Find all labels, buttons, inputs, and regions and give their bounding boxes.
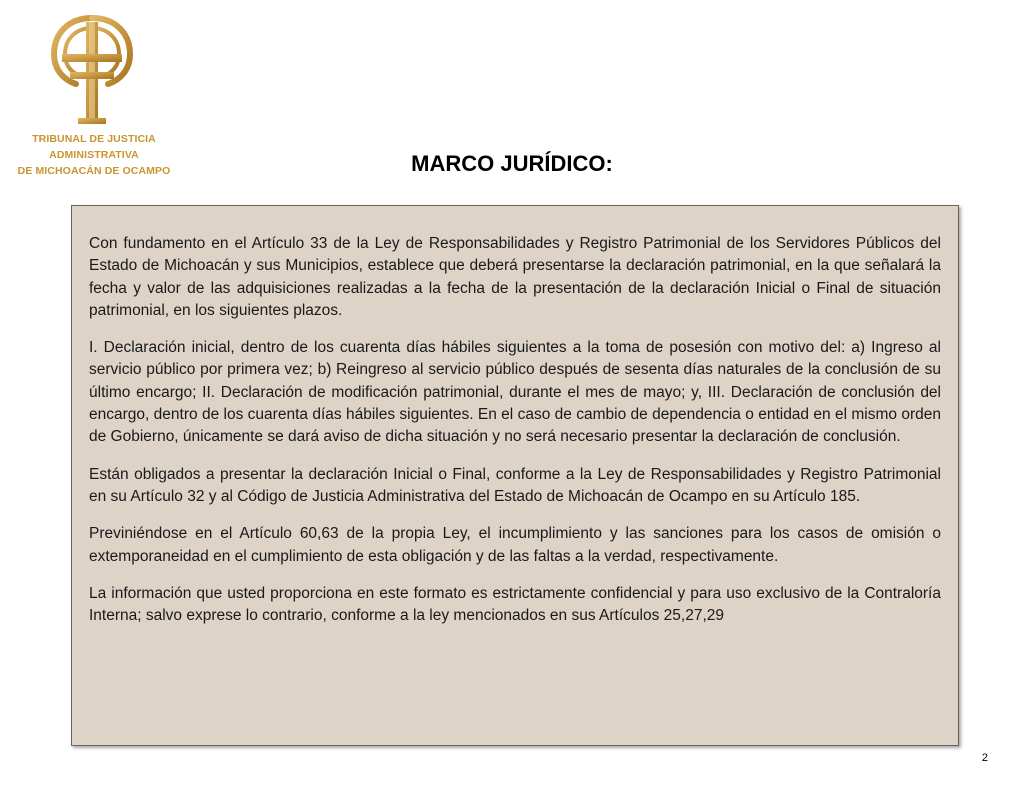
paragraph-sanctions: Previniéndose en el Artículo 60,63 de la propia Ley, el incumplimiento y las sanciones para los casos de omisión o extemporaneidad en el cumplimiento de esta obligación y de las faltas a la verdad, respectivamente. — [89, 525, 941, 565]
paragraph-article-33: Con fundamento en el Artículo 33 de la Ley de Responsabilidades y Registro Patrimonial de los Servidores Públicos del Estado de Michoacán y sus Municipios, establece que deberá presentarse la declaración patrimonial, en la que señalará la fecha y valor de las adquisiciones realizadas a la fecha de la presentación de la declaración Inicial o Final de situación patrimonial, en los siguientes plazos. — [89, 235, 941, 319]
page-number: 2 — [981, 752, 988, 764]
org-line-2: ADMINISTRATIVA — [49, 149, 139, 161]
page-title-text: MARCO JURÍDICO: — [411, 151, 613, 176]
paragraph-confidentiality: La información que usted proporciona en este formato es estrictamente confidencial y para uso exclusivo de la Contraloría Interna; salvo exprese lo contrario, conforme a la ley mencionados en sus Artículos 25,27,29 — [89, 584, 941, 625]
org-line-3: DE MICHOACÁN DE OCAMPO — [17, 165, 171, 177]
paragraph-declaration-deadlines: I. Declaración inicial, dentro de los cuarenta días hábiles siguientes a la toma de posesión con motivo del: a) Ingreso al servicio público por primera vez; b) Reingreso al servicio público después de sesenta días naturales de la conclusión de su último encargo; II. Declaración de modificación patrimonial, durante el mes de mayo; y, III. Declaración de conclusión del encargo, dentro de los cuarenta días hábiles siguientes. En el caso de cambio de dependencia o entidad en el mismo orden de Gobierno, únicamente se dará aviso de dicha situación y no será necesario presentar la declaración de conclusión. — [89, 339, 941, 446]
page-title — [0, 150, 1024, 178]
legal-framework-box — [71, 205, 959, 746]
org-line-1: TRIBUNAL DE JUSTICIA — [32, 133, 156, 145]
tribunal-emblem-icon — [48, 14, 136, 126]
paragraph-obligated-parties: Están obligados a presentar la declaración Inicial o Final, conforme a la Ley de Responsabilidades y Registro Patrimonial en su Artículo 32 y al Código de Justicia Administrativa del Estado de Michoacán de Ocampo en su Artículo 185. — [89, 465, 941, 505]
